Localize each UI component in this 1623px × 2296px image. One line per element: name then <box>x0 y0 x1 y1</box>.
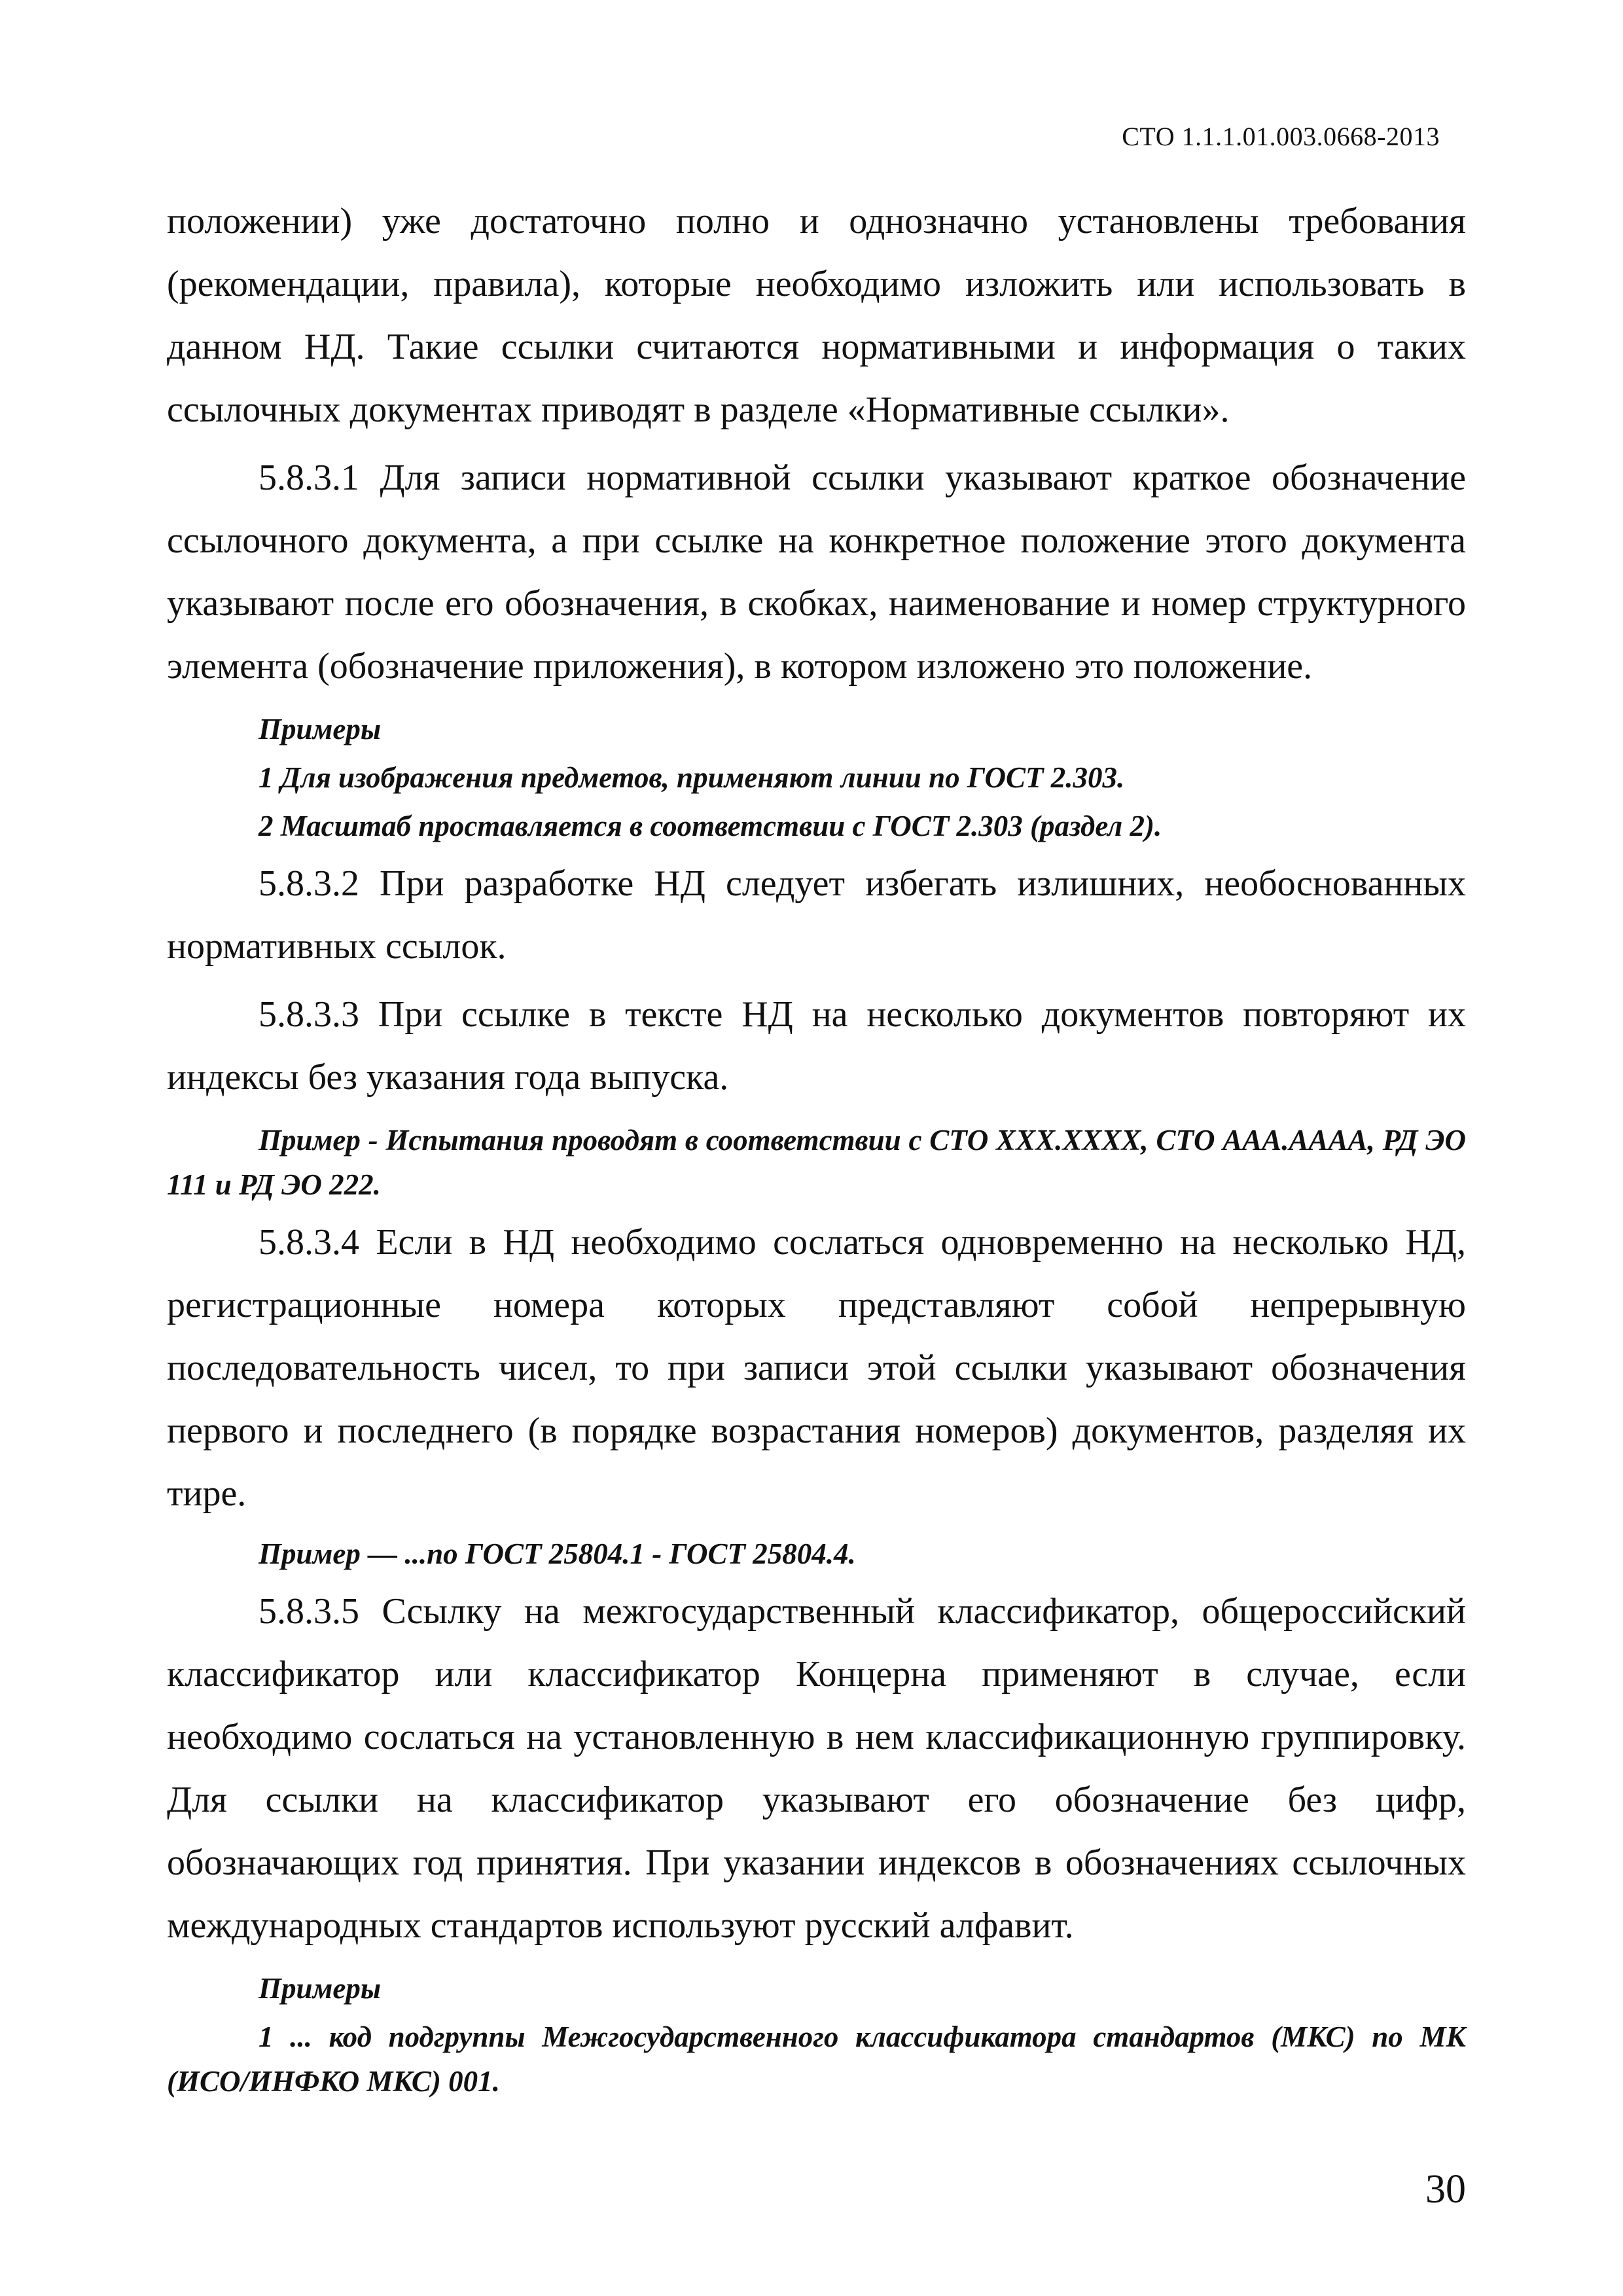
paragraph-5-8-3-2: 5.8.3.2 При разработке НД следует избегать излишних, необоснованных нормативных ссылок. <box>167 863 1466 967</box>
page-content <box>167 190 1466 2108</box>
page-number: 30 <box>1425 2167 1466 2212</box>
paragraph-continuation: положении) уже достаточно полно и однозначно установлены требования (рекомендации, правила), которые необходимо изложить или использовать в данном НД. Такие ссылки считаются нормативными и информация о таких ссылочных документах приводят в разделе «Нормативные ссылки». <box>167 201 1466 430</box>
example-line-2: 2 Масштаб проставляется в соответствии с ГОСТ 2.303 (раздел 2). <box>259 810 1162 842</box>
example-classifier-code: 1 ... код подгруппы Межгосударственного классификатора стандартов (МКС) по МК (ИСО/ИНФКО МКС) 001. <box>167 2020 1466 2098</box>
examples-heading: Примеры <box>259 713 382 745</box>
example-standards-list: Пример - Испытания проводят в соответствии с СТО ХХХ.ХХХХ, СТО ААА.АААА, РД ЭО 111 и РД ЭО 222. <box>167 1124 1466 1201</box>
paragraph-5-8-3-3: 5.8.3.3 При ссылке в тексте НД на несколько документов повторяют их индексы без указания года выпуска. <box>167 994 1466 1098</box>
paragraph-5-8-3-4: 5.8.3.4 Если в НД необходимо сослаться одновременно на несколько НД, регистрационные номера которых представляют собой непрерывную последовательность чисел, то при записи этой ссылки указывают обозначения первого и последнего (в порядке возрастания номеров) документов, разделяя их тире. <box>167 1222 1466 1514</box>
example-line-1: 1 Для изображения предметов, применяют линии по ГОСТ 2.303. <box>259 761 1125 794</box>
example-gost-range: Пример — ...по ГОСТ 25804.1 - ГОСТ 25804.4. <box>259 1537 856 1570</box>
document-code: СТО 1.1.1.01.003.0668-2013 <box>1122 122 1440 151</box>
paragraph-5-8-3-1: 5.8.3.1 Для записи нормативной ссылки указывают краткое обозначение ссылочного документа, а при ссылке на конкретное положение этого документа указывают после его обозначения, в скобках, наименование и номер структурного элемента (обозначение приложения), в котором изложено это положение. <box>167 457 1466 687</box>
paragraph-5-8-3-5: 5.8.3.5 Ссылку на межгосударственный классификатор, общероссийский классификатор или классификатор Концерна применяют в случае, если необходимо сослаться на установленную в нем классификационную группировку. Для ссылки на классификатор указывают его обозначение без цифр, обозначающих год принятия. При указании индексов в обозначениях ссылочных международных стандартов используют русский алфавит. <box>167 1591 1466 1946</box>
examples-heading-2: Примеры <box>259 1972 382 2005</box>
